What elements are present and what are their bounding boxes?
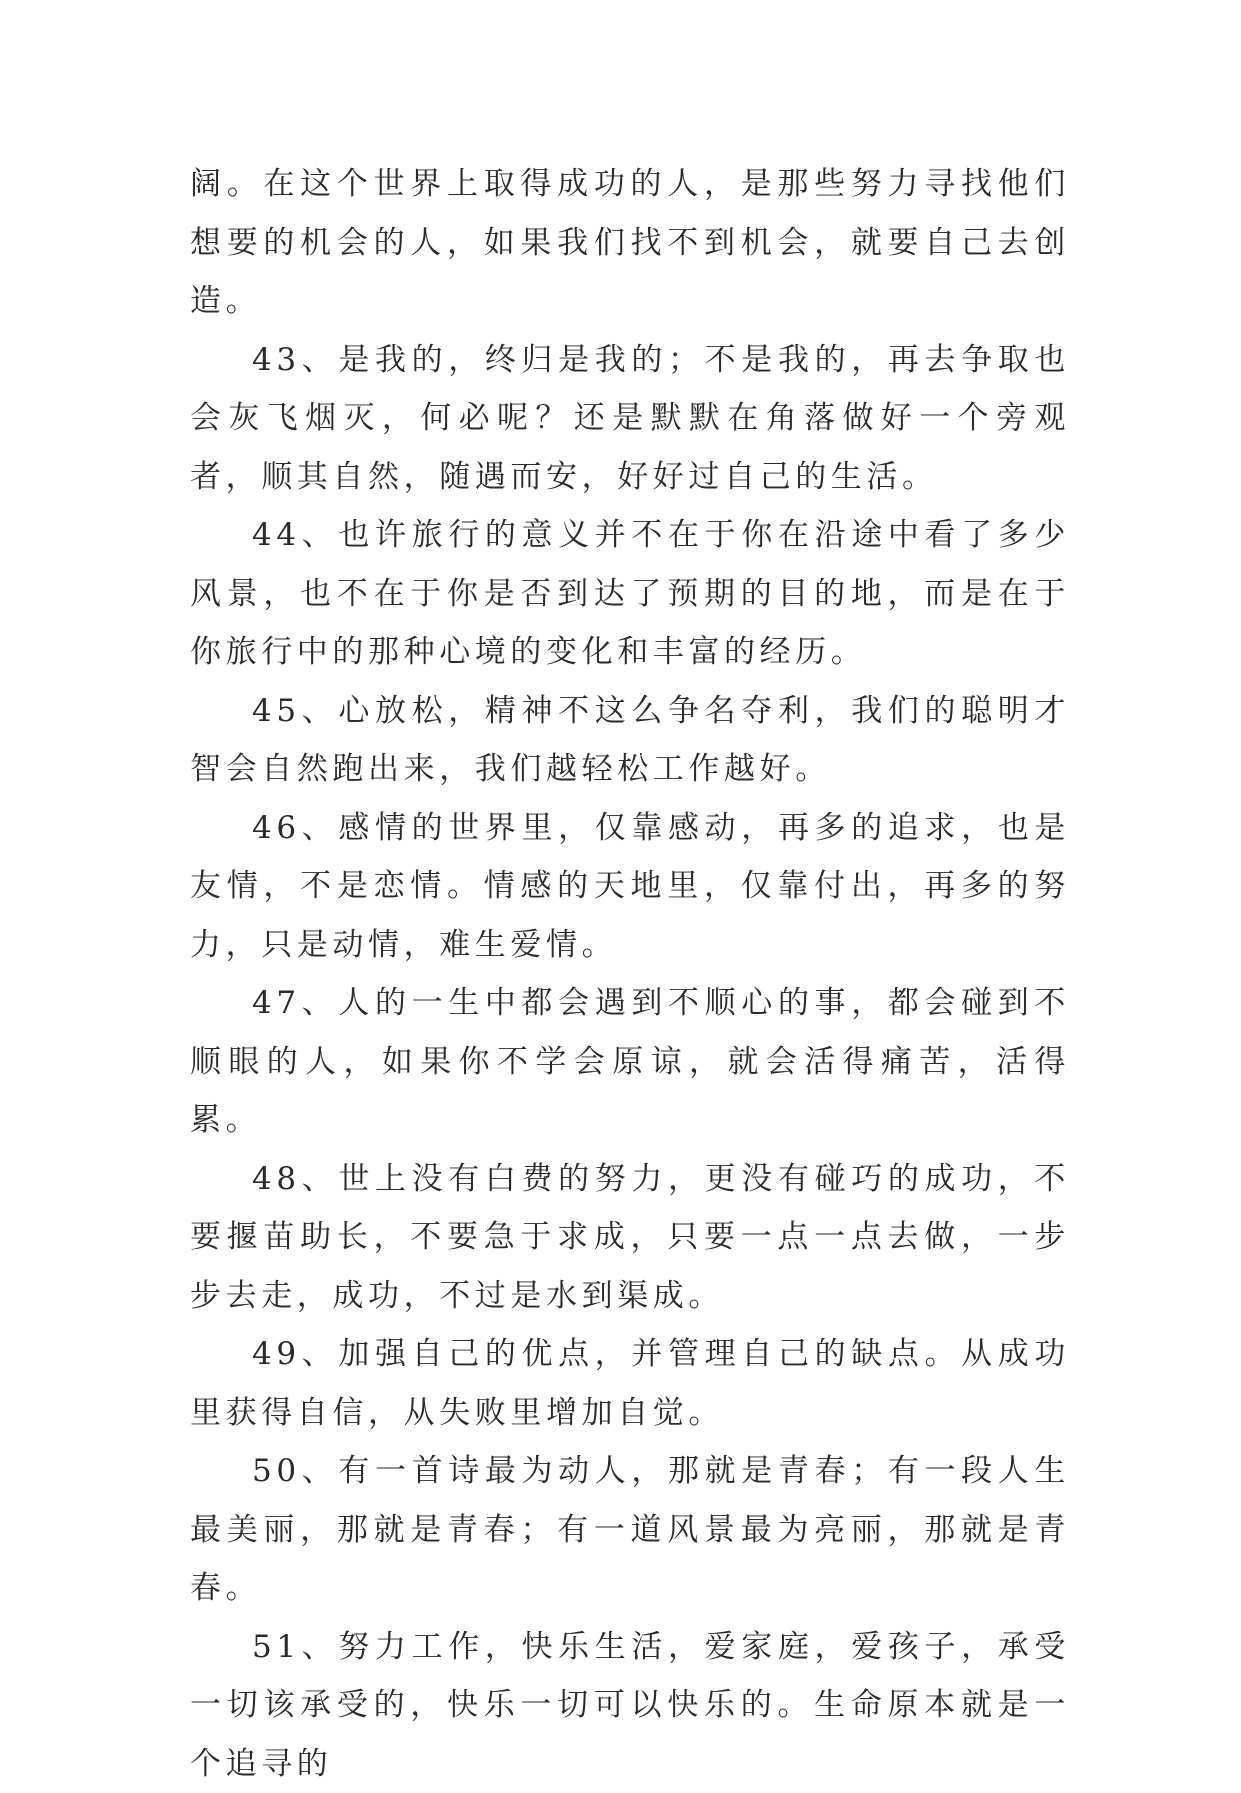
paragraph-45: 45、心放松，精神不这么争名夺利，我们的聪明才智会自然跑出来，我们越轻松工作越好。 <box>190 682 1070 799</box>
paragraph-46: 46、感情的世界里，仅靠感动，再多的追求，也是友情，不是恋情。情感的天地里，仅靠付出，再多的努力，只是动情，难生爱情。 <box>190 799 1070 975</box>
paragraph-51: 51、努力工作，快乐生活，爱家庭，爱孩子，承受一切该承受的，快乐一切可以快乐的。生命原本就是一个追寻的 <box>190 1618 1070 1793</box>
paragraph-47: 47、人的一生中都会遇到不顺心的事，都会碰到不顺眼的人，如果你不学会原谅，就会活得痛苦，活得累。 <box>190 974 1070 1150</box>
paragraph-48: 48、世上没有白费的努力，更没有碰巧的成功，不要揠苗助长，不要急于求成，只要一点一点去做，一步步去走，成功，不过是水到渠成。 <box>190 1150 1070 1326</box>
paragraph-49: 49、加强自己的优点，并管理自己的缺点。从成功里获得自信，从失败里增加自觉。 <box>190 1325 1070 1442</box>
paragraph-44: 44、也许旅行的意义并不在于你在沿途中看了多少风景，也不在于你是否到达了预期的目的地，而是在于你旅行中的那种心境的变化和丰富的经历。 <box>190 506 1070 682</box>
paragraph-42-continued: 阔。在这个世界上取得成功的人，是那些努力寻找他们想要的机会的人，如果我们找不到机会，就要自己去创造。 <box>190 155 1070 331</box>
document-body <box>190 155 1070 1793</box>
paragraph-43: 43、是我的，终归是我的；不是我的，再去争取也会灰飞烟灭，何必呢？还是默默在角落做好一个旁观者，顺其自然，随遇而安，好好过自己的生活。 <box>190 331 1070 507</box>
paragraph-50: 50、有一首诗最为动人，那就是青春；有一段人生最美丽，那就是青春；有一道风景最为亮丽，那就是青春。 <box>190 1442 1070 1618</box>
